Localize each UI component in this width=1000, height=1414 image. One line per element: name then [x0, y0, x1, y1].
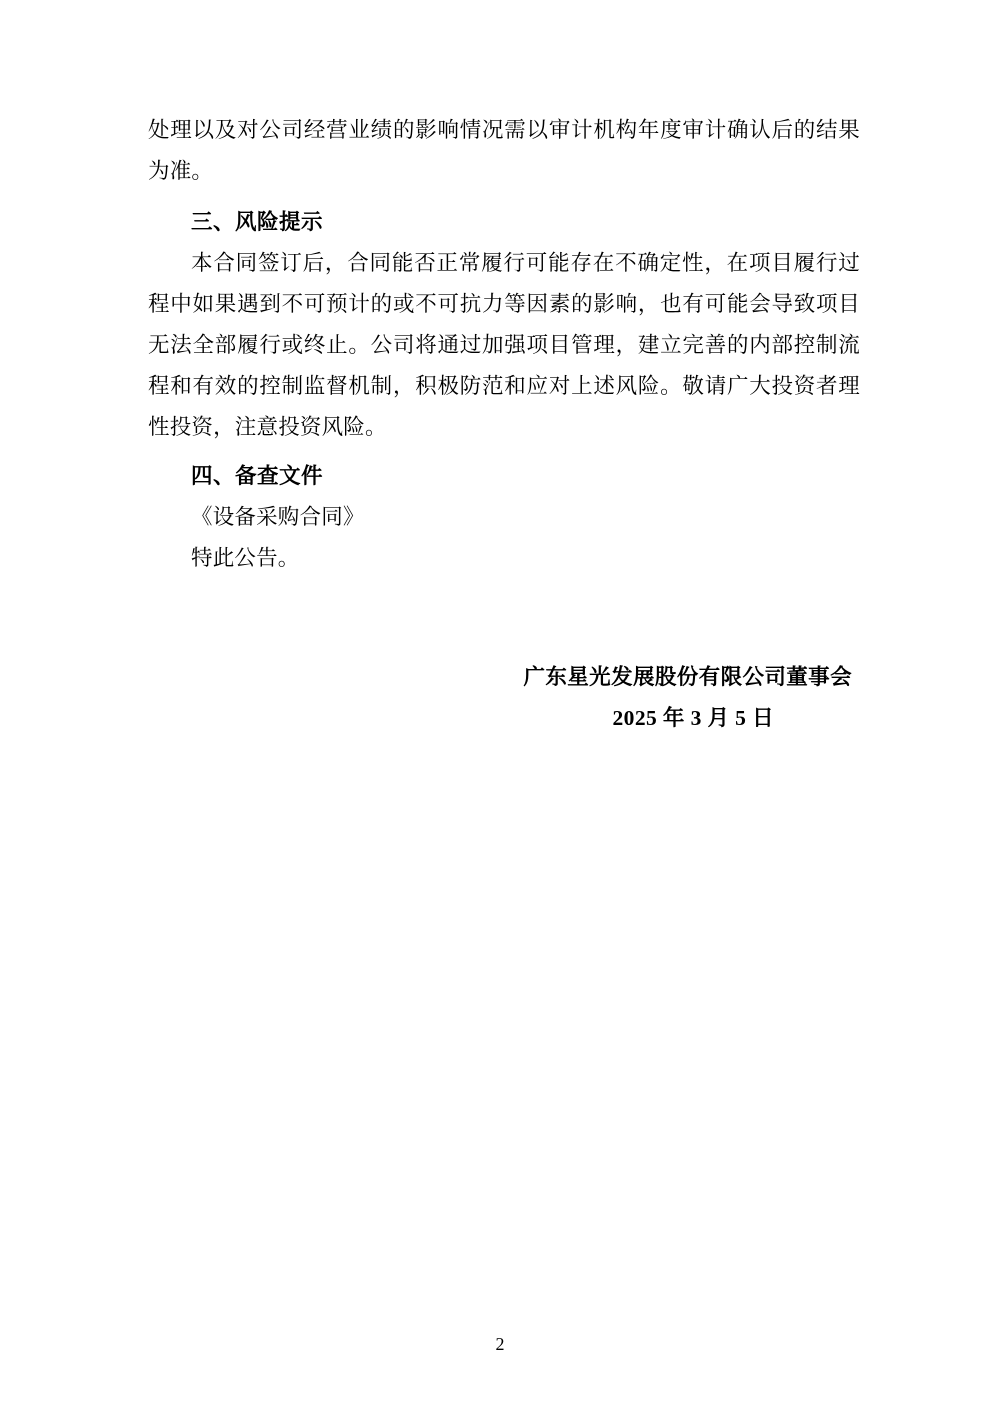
- signature-company: 广东星光发展股份有限公司董事会: [523, 665, 852, 689]
- signature-block: [148, 657, 860, 739]
- section-heading-risk: 三、风险提示: [191, 210, 324, 234]
- closing-statement: 特此公告。: [191, 546, 300, 570]
- section-paragraph-risk: 本合同签订后，合同能否正常履行可能存在不确定性，在项目履行过程中如果遇到不可预计的或不可抗力等因素的影响，也有可能会导致项目无法全部履行或终止。公司将通过加强项目管理，建立完善的内部控制流程和有效的控制监督机制，积极防范和应对上述风险。敬请广大投资者理性投资，注意投资风险。: [148, 251, 860, 439]
- page-number: 2: [495, 1334, 505, 1354]
- reference-document-item: 《设备采购合同》: [191, 505, 365, 529]
- spacer: [148, 192, 860, 202]
- document-body: [148, 110, 860, 739]
- section-heading-documents: 四、备查文件: [191, 464, 324, 488]
- spacer: [148, 448, 860, 456]
- continued-paragraph: 处理以及对公司经营业绩的影响情况需以审计机构年度审计确认后的结果为准。: [148, 118, 860, 183]
- signature-date: 2025 年 3 月 5 日: [612, 706, 774, 730]
